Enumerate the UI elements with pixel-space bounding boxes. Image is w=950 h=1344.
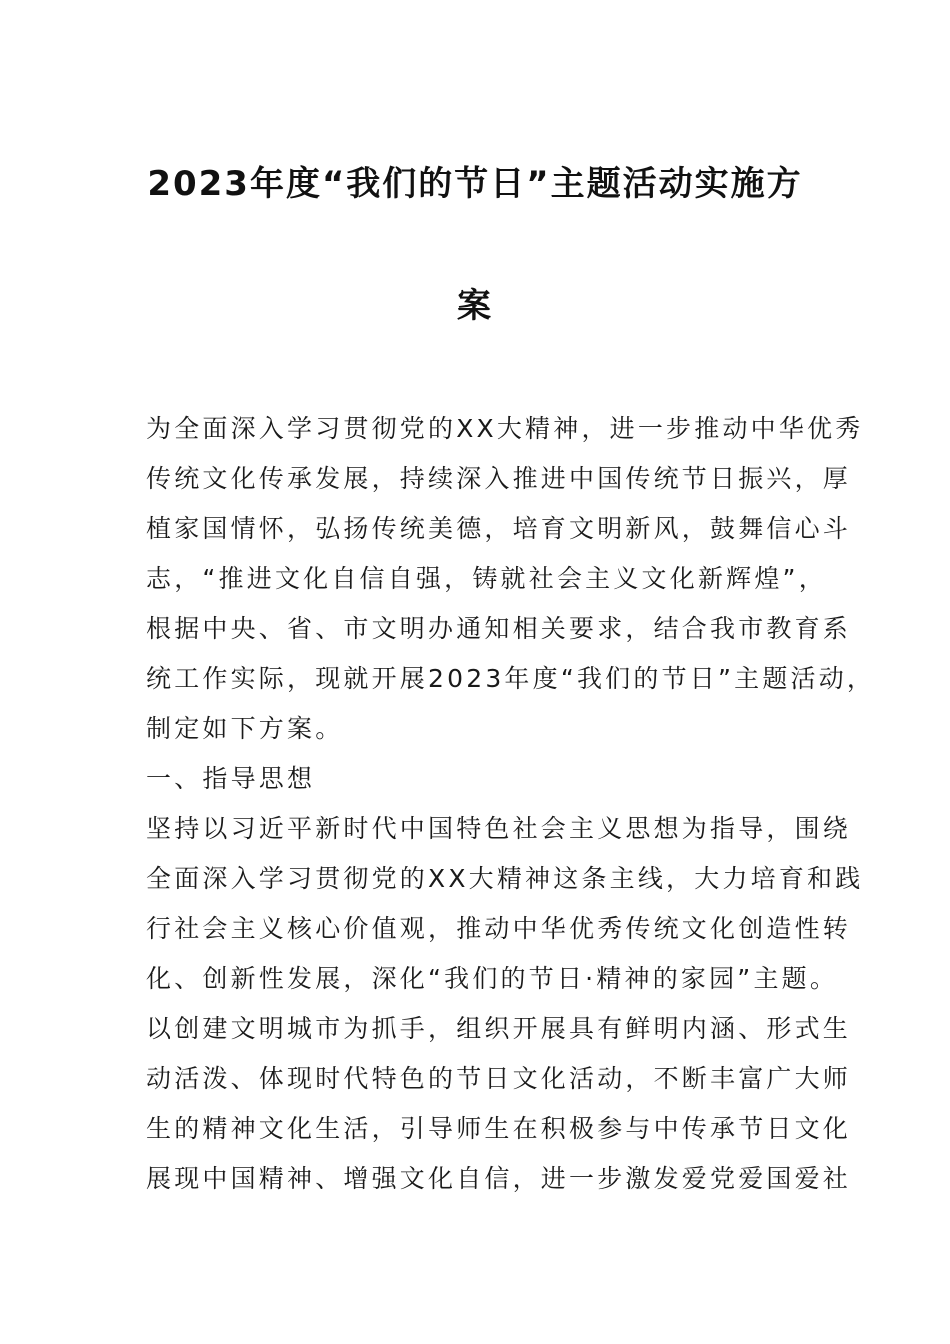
body-line: 以创建文明城市为抓手，组织开展具有鲜明内涵、形式生 [146, 1014, 852, 1043]
body-line: 坚持以习近平新时代中国特色社会主义思想为指导，围绕 [146, 814, 852, 843]
body-line: 传统文化传承发展，持续深入推进中国传统节日振兴，厚 [146, 464, 852, 493]
body-line: 动活泼、体现时代特色的节日文化活动，不断丰富广大师 [146, 1064, 852, 1093]
body-line: 化、创新性发展，深化“我们的节日·精神的家园”主题。 [146, 964, 839, 993]
body-line: 制定如下方案。 [146, 714, 344, 743]
body-line: 植家国情怀，弘扬传统美德，培育文明新风，鼓舞信心斗 [146, 514, 852, 543]
body-line: 展现中国精神、增强文化自信，进一步激发爱党爱国爱社 [146, 1164, 852, 1193]
document-title-line-1: 2023年度“我们的节日”主题活动实施方 [147, 164, 803, 204]
body-line: 生的精神文化生活，引导师生在积极参与中传承节日文化 [146, 1114, 852, 1143]
document-title-line-2: 案 [457, 286, 493, 326]
body-line: 志，“推进文化自信自强，铸就社会主义文化新辉煌”， [146, 564, 827, 593]
body-line: 全面深入学习贯彻党的XX大精神这条主线，大力培育和践 [146, 864, 864, 893]
body-line: 根据中央、省、市文明办通知相关要求，结合我市教育系 [146, 614, 852, 643]
body-line: 为全面深入学习贯彻党的XX大精神，进一步推动中华优秀 [146, 414, 864, 443]
body-line: 统工作实际，现就开展2023年度“我们的节日”主题活动， [146, 664, 876, 693]
body-line: 行社会主义核心价值观，推动中华优秀传统文化创造性转 [146, 914, 852, 943]
section-heading: 一、指导思想 [146, 764, 316, 793]
